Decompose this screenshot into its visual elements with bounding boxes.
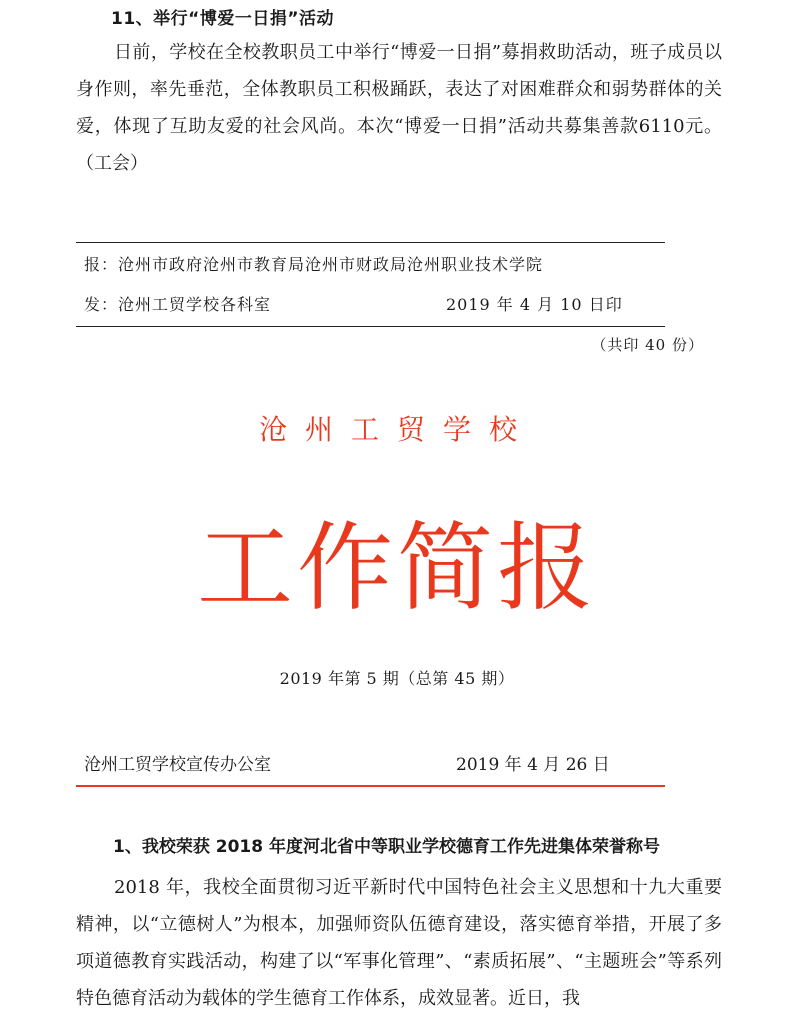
publish-date: 2019 年 4 月 26 日 bbox=[456, 755, 610, 775]
item-11-body: 日前，学校在全校教职员工中举行“博爱一日捐”募捐救助活动，班子成员以身作则，率先垂范，全体教职员工积极踊跃，表达了对困难群众和弱势群体的关爱，体现了互助友爱的社会风尚。本次“博爱一日捐”活动共募集善款6110元。（工会） bbox=[76, 42, 722, 174]
red-divider bbox=[76, 785, 665, 787]
send-to-line: 发：沧州工贸学校各科室 bbox=[84, 295, 272, 314]
article-1-body: 2018 年，我校全面贯彻习近平新时代中国特色社会主义思想和十九大重要精神，以“立德树人”为根本，加强师资队伍德育建设，落实德育举措，开展了多项道德教育实践活动，构建了以“军事化管理”、“素质拓展”、“主题班会”等系列特色德育活动为载体的学生德育工作体系，成效显著。近日，我 bbox=[76, 877, 722, 1009]
divider-top bbox=[76, 242, 665, 243]
print-date: 2019 年 4 月 10 日印 bbox=[446, 295, 623, 314]
divider-bottom bbox=[76, 326, 665, 327]
issue-number: 2019 年第 5 期（总第 45 期） bbox=[279, 669, 515, 688]
copies-count: （共印 40 份） bbox=[591, 336, 704, 354]
article-1-title: 1、我校荣获 2018 年度河北省中等职业学校德育工作先进集体荣誉称号 bbox=[113, 837, 660, 857]
item-11-title: 11、举行“博爱一日捐”活动 bbox=[111, 9, 335, 29]
bulletin-title: 工作简报 bbox=[197, 512, 597, 624]
publishing-office: 沧州工贸学校宣传办公室 bbox=[84, 755, 271, 775]
school-name-header: 沧州工贸学校 bbox=[258, 413, 535, 446]
report-to-line: 报：沧州市政府沧州市教育局沧州市财政局沧州职业技术学院 bbox=[84, 255, 544, 274]
